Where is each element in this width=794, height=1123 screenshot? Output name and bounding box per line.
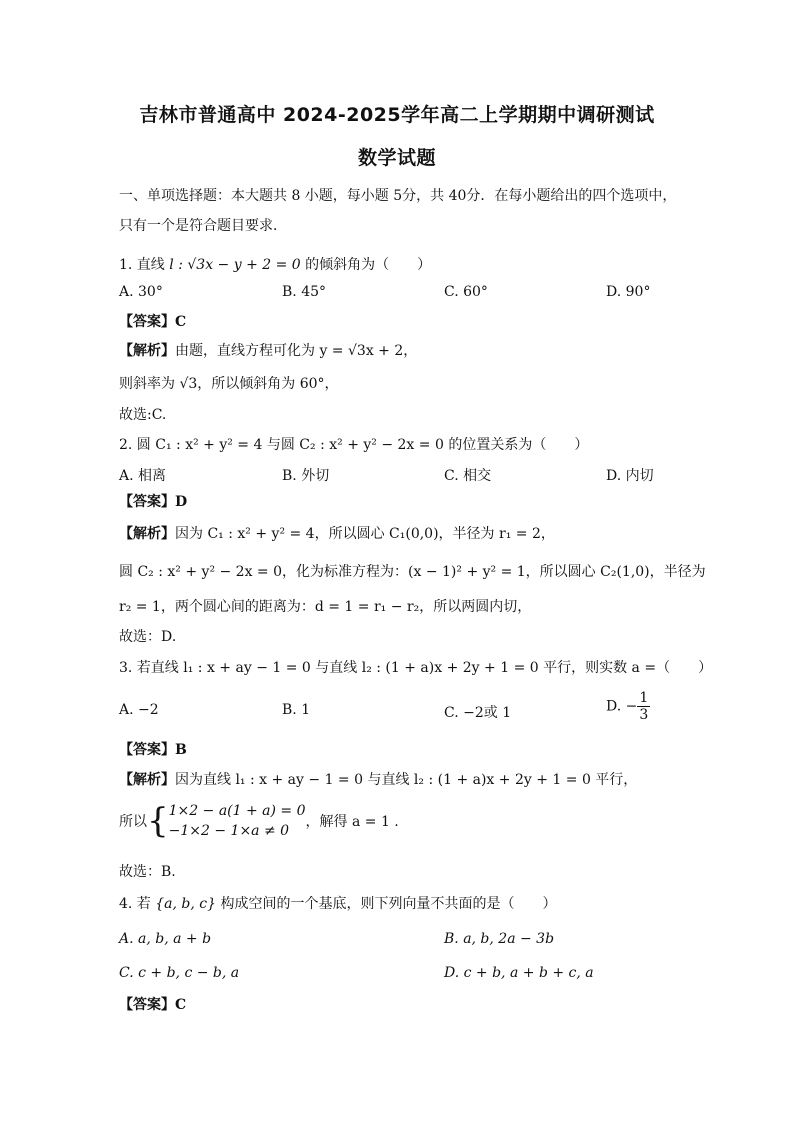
q4-stem-set: {a, b, c} — [155, 896, 217, 912]
q3-analysis-label: 【解析】 — [119, 772, 175, 788]
q3-solve: ，解得 a = 1 . — [305, 814, 399, 830]
q1-conclusion: 故选:C. — [119, 407, 167, 423]
q2-option-d: D. 内切 — [606, 468, 654, 484]
q1-answer: 【答案】C — [119, 314, 187, 330]
q4-stem-suffix: 构成空间的一个基底，则下列向量不共面的是（ ） — [220, 896, 557, 912]
q2-answer: 【答案】D — [119, 494, 188, 510]
q1-option-a: A. 30° — [119, 284, 163, 300]
q3-conclusion: 故选：B. — [119, 864, 176, 880]
q4-stem-prefix: 4. 若 — [119, 896, 151, 912]
q4-option-d: D. c + b, a + b + c, a — [444, 965, 594, 981]
q1-stem-equation: l : √3x − y + 2 = 0 — [169, 257, 301, 273]
q1-analysis-text-1: 由题，直线方程可化为 y = √3x + 2， — [175, 343, 418, 359]
q2-option-b: B. 外切 — [282, 468, 330, 484]
q1-stem-suffix: 的倾斜角为（ ） — [305, 257, 432, 273]
q4-stem — [119, 893, 556, 913]
q2-analysis-text-1: 因为 C₁ : x² + y² = 4，所以圆心 C₁(0,0)，半径为 r₁ = 2， — [175, 526, 555, 542]
section-heading-line-1: 一、单项选择题：本大题共 8 小题，每小题 5分，共 40分．在每小题给出的四个选项中， — [119, 188, 677, 204]
q2-analysis-1 — [119, 523, 555, 543]
q1-option-d: D. 90° — [606, 284, 651, 300]
q4-option-c: C. c + b, c − b, a — [119, 965, 240, 981]
q2-analysis-3: r₂ = 1，两个圆心间的距离为：d = 1 = r₁ − r₂，所以两圆内切， — [119, 599, 532, 615]
q3-option-d-numerator: 1 — [639, 690, 649, 706]
q2-option-c: C. 相交 — [444, 468, 492, 484]
exam-subtitle: 数学试题 — [357, 147, 436, 169]
q3-analysis-text-1: 因为直线 l₁ : x + ay − 1 = 0 与直线 l₂ : (1 + a)x + 2y + 1 = 0 平行， — [175, 772, 638, 788]
q3-so: 所以 — [119, 814, 147, 830]
q3-system — [169, 801, 306, 841]
q1-stem — [119, 254, 431, 274]
q1-analysis-1 — [119, 340, 417, 360]
q3-brace: { — [147, 801, 169, 841]
q3-option-d-label: D. − — [606, 698, 638, 715]
q1-stem-prefix: 1. 直线 — [119, 257, 165, 273]
q2-analysis-label: 【解析】 — [119, 526, 175, 542]
q3-option-d — [606, 690, 650, 723]
q4-option-a: A. a, b, a + b — [119, 931, 212, 947]
q2-analysis-2: 圆 C₂ : x² + y² − 2x = 0，化为标准方程为：(x − 1)² + y² = 1，所以圆心 C₂(1,0)，半径为 — [119, 564, 706, 580]
q3-answer: 【答案】B — [119, 742, 187, 758]
q3-option-b: B. 1 — [282, 702, 311, 718]
q4-option-b: B. a, b, 2a − 3b — [444, 931, 555, 947]
q2-conclusion: 故选：D. — [119, 629, 177, 645]
q3-system-line — [119, 801, 399, 841]
q1-analysis-2: 则斜率为 √3，所以倾斜角为 60°， — [119, 376, 339, 392]
q3-option-d-denominator: 3 — [639, 707, 649, 723]
q4-answer: 【答案】C — [119, 997, 187, 1013]
q3-option-c: C. −2或 1 — [444, 705, 512, 721]
q3-analysis-1 — [119, 769, 637, 789]
q2-stem: 2. 圆 C₁ : x² + y² = 4 与圆 C₂ : x² + y² − 2x = 0 的位置关系为（ ） — [119, 437, 589, 453]
q3-option-a: A. −2 — [119, 702, 159, 718]
q2-option-a: A. 相离 — [119, 468, 167, 484]
exam-title: 吉林市普通高中 2024-2025学年高二上学期期中调研测试 — [139, 104, 655, 126]
q1-analysis-label: 【解析】 — [119, 343, 175, 359]
q3-option-d-fraction — [637, 690, 650, 723]
q1-option-c: C. 60° — [444, 284, 488, 300]
q3-system-eq-2: −1×2 − 1×a ≠ 0 — [168, 823, 290, 839]
q1-option-b: B. 45° — [282, 284, 327, 300]
q3-stem: 3. 若直线 l₁ : x + ay − 1 = 0 与直线 l₂ : (1 + a)x + 2y + 1 = 0 平行，则实数 a =（ ） — [119, 660, 713, 676]
section-heading-line-2: 只有一个是符合题目要求． — [119, 218, 287, 234]
q3-system-eq-1: 1×2 − a(1 + a) = 0 — [168, 803, 306, 819]
